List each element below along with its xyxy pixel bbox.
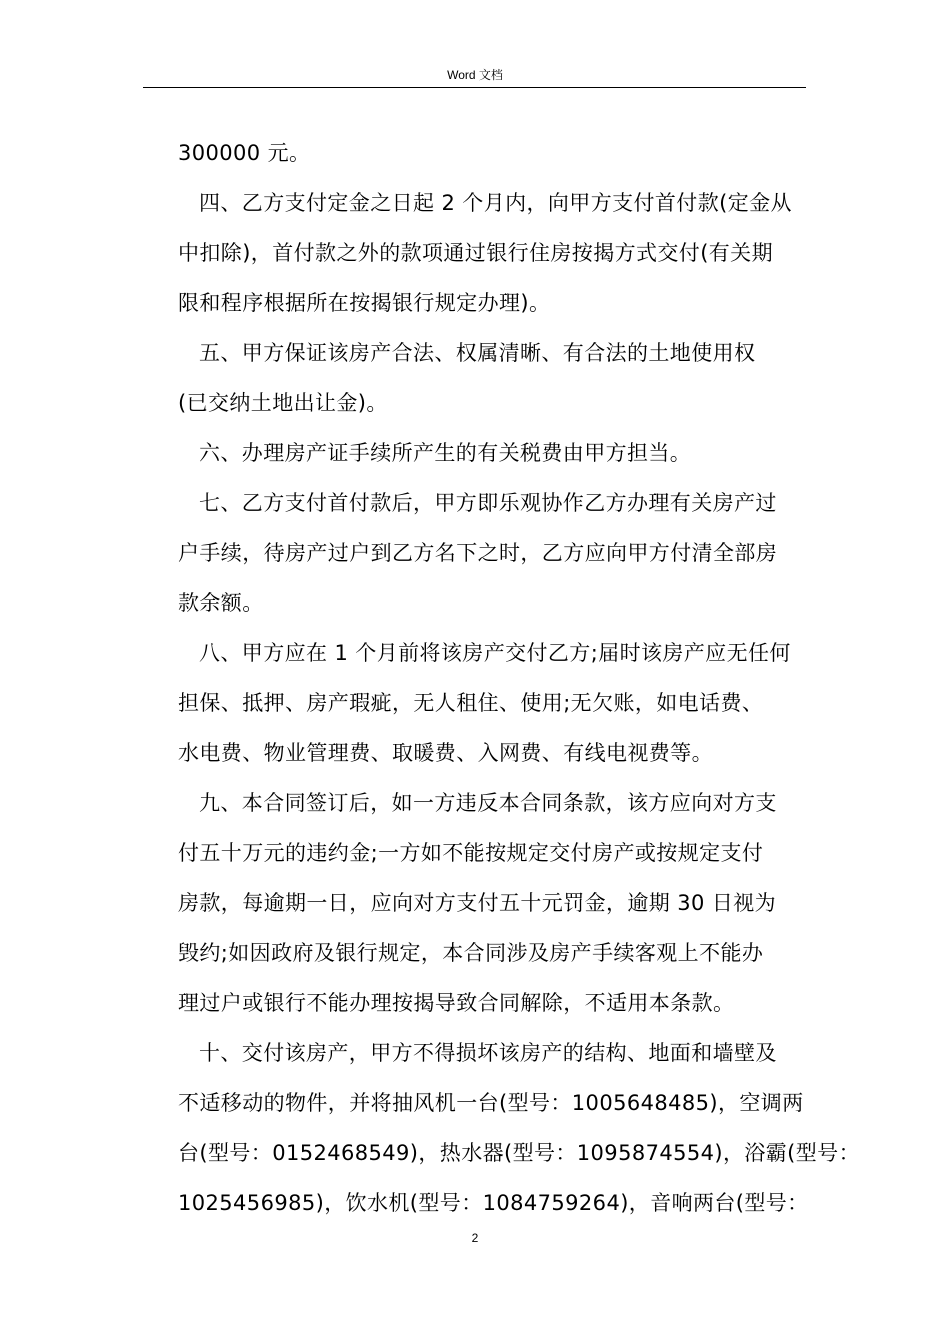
paragraph-9-line-2: 付五十万元的违约金;一方如不能按规定交付房产或按规定支付	[178, 841, 764, 865]
page-number: 2	[471, 1231, 479, 1245]
paragraph-6-line-1: 六、办理房产证手续所产生的有关税费由甲方担当。	[199, 441, 692, 465]
paragraph-4-line-1: 四、乙方支付定金之日起 2 个月内，向甲方支付首付款(定金从	[199, 191, 792, 215]
paragraph-4-line-2: 中扣除)，首付款之外的款项通过银行住房按揭方式交付(有关期	[178, 241, 773, 265]
paragraph-9-line-4: 毁约;如因政府及银行规定，本合同涉及房产手续客观上不能办	[178, 941, 764, 965]
paragraph-8-line-2: 担保、抵押、房产瑕疵，无人租住、使用;无欠账，如电话费、	[178, 691, 764, 715]
header-divider	[143, 87, 806, 88]
paragraph-9-line-5: 理过户或银行不能办理按揭导致合同解除，不适用本条款。	[178, 991, 735, 1015]
paragraph-7-line-2: 户手续，待房产过户到乙方名下之时，乙方应向甲方付清全部房	[178, 541, 778, 565]
paragraph-8-line-3: 水电费、物业管理费、取暖费、入网费、有线电视费等。	[178, 741, 713, 765]
paragraph-7-line-3: 款余额。	[178, 591, 264, 615]
text-line: 300000 元。	[178, 141, 311, 165]
paragraph-10-line-3: 台(型号：0152468549)，热水器(型号：1095874554)，浴霸(型号：	[178, 1141, 860, 1165]
paragraph-9-line-3: 房款，每逾期一日，应向对方支付五十元罚金，逾期 30 日视为	[178, 891, 777, 915]
paragraph-5-line-1: 五、甲方保证该房产合法、权属清晰、有合法的土地使用权	[199, 341, 756, 365]
document-body	[178, 128, 860, 1228]
paragraph-5-line-2: (已交纳土地出让金)。	[178, 391, 388, 415]
paragraph-4-line-3: 限和程序根据所在按揭银行规定办理)。	[178, 291, 551, 315]
paragraph-10-line-1: 十、交付该房产，甲方不得损坏该房产的结构、地面和墙壁及	[199, 1041, 777, 1065]
paragraph-8-line-1: 八、甲方应在 1 个月前将该房产交付乙方;届时该房产应无任何	[199, 641, 791, 665]
page-header: Word 文档	[447, 68, 503, 82]
paragraph-10-line-4: 1025456985)，饮水机(型号：1084759264)，音响两台(型号：	[178, 1191, 809, 1215]
paragraph-7-line-1: 七、乙方支付首付款后，甲方即乐观协作乙方办理有关房产过	[199, 491, 777, 515]
paragraph-10-line-2: 不适移动的物件，并将抽风机一台(型号：1005648485)，空调两	[178, 1091, 804, 1115]
paragraph-9-line-1: 九、本合同签订后，如一方违反本合同条款，该方应向对方支	[199, 791, 777, 815]
